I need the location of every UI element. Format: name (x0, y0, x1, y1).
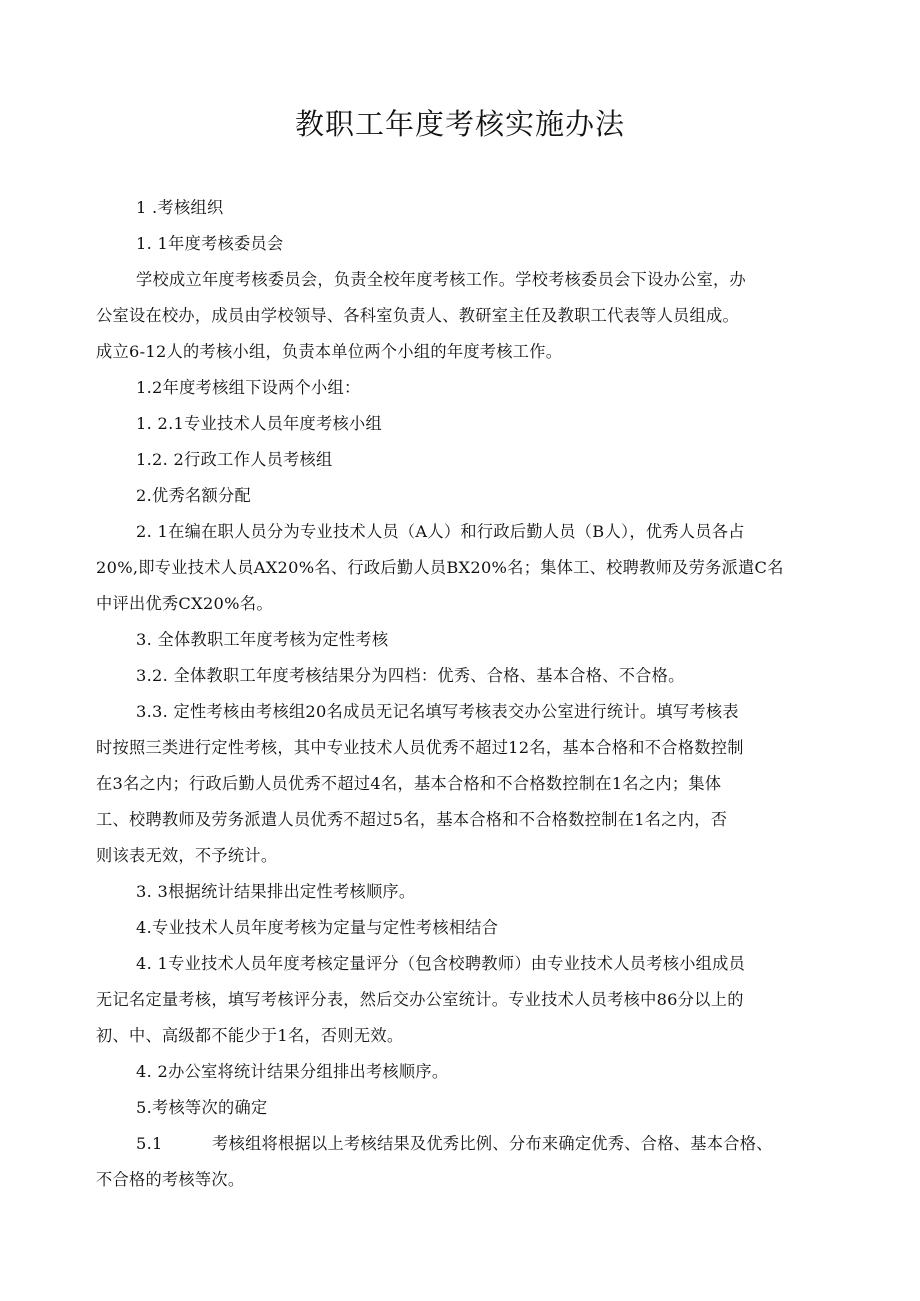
document-title: 教职工年度考核实施办法 (294, 107, 625, 141)
text-line: 4. 1专业技术人员年度考核定量评分（包含校聘教师）由专业技术人员考核小组成员 (136, 954, 746, 973)
text-line: 学校成立年度考核委员会，负责全校年度考核工作。学校考核委员会下设办公室，办 (136, 270, 747, 289)
text-line: 时按照三类进行定性考核，其中专业技术人员优秀不超过12名，基本合格和不合格数控制 (96, 738, 744, 757)
text-line: 1.2. 2行政工作人员考核组 (136, 450, 333, 469)
text-line: 2. 1在编在职人员分为专业技术人员（A人）和行政后勤人员（B人），优秀人员各占 (136, 522, 745, 541)
text-line: 成立6-12人的考核小组，负责本单位两个小组的年度考核工作。 (96, 342, 563, 361)
text-line: 20%,即专业技术人员AX20%名、行政后勤人员BX20%名；集体工、校聘教师及劳务派遣C名 (96, 558, 784, 577)
text-line: 5.1 考核组将根据以上考核结果及优秀比例、分布来确定优秀、合格、基本合格、 (136, 1134, 773, 1153)
text-line: 3. 3根据统计结果排出定性考核顺序。 (136, 882, 416, 901)
text-line: 2.优秀名额分配 (136, 486, 251, 505)
text-line: 1 .考核组织 (136, 198, 224, 217)
text-line: 中评出优秀CX20%名。 (96, 594, 273, 613)
text-line: 工、校聘教师及劳务派遣人员优秀不超过5名，基本合格和不合格数控制在1名之内，否 (96, 810, 728, 829)
text-line: 1. 2.1专业技术人员年度考核小组 (136, 414, 382, 433)
text-line: 公室设在校办，成员由学校领导、各科室负责人、教研室主任及教职工代表等人员组成。 (96, 306, 740, 325)
text-line: 1. 1年度考核委员会 (136, 234, 284, 253)
text-line: 不合格的考核等次。 (96, 1170, 245, 1189)
text-line: 3. 全体教职工年度考核为定性考核 (136, 630, 389, 649)
text-line: 4. 2办公室将统计结果分组排出考核顺序。 (136, 1062, 449, 1081)
text-line: 1.2年度考核组下设两个小组： (136, 378, 361, 397)
text-line: 5.考核等次的确定 (136, 1098, 268, 1117)
document-body (96, 190, 832, 1198)
text-line: 则该表无效，不予统计。 (96, 846, 278, 865)
text-line: 初、中、高级都不能少于1名，否则无效。 (96, 1026, 404, 1045)
text-line: 3.2. 全体教职工年度考核结果分为四档：优秀、合格、基本合格、不合格。 (136, 666, 685, 685)
text-line: 3.3. 定性考核由考核组20名成员无记名填写考核表交办公室进行统计。填写考核表 (136, 702, 739, 721)
text-line: 在3名之内；行政后勤人员优秀不超过4名，基本合格和不合格数控制在1名之内；集体 (96, 774, 722, 793)
text-line: 4.专业技术人员年度考核为定量与定性考核相结合 (136, 918, 499, 937)
text-line: 无记名定量考核，填写考核评分表，然后交办公室统计。专业技术人员考核中86分以上的 (96, 990, 744, 1009)
